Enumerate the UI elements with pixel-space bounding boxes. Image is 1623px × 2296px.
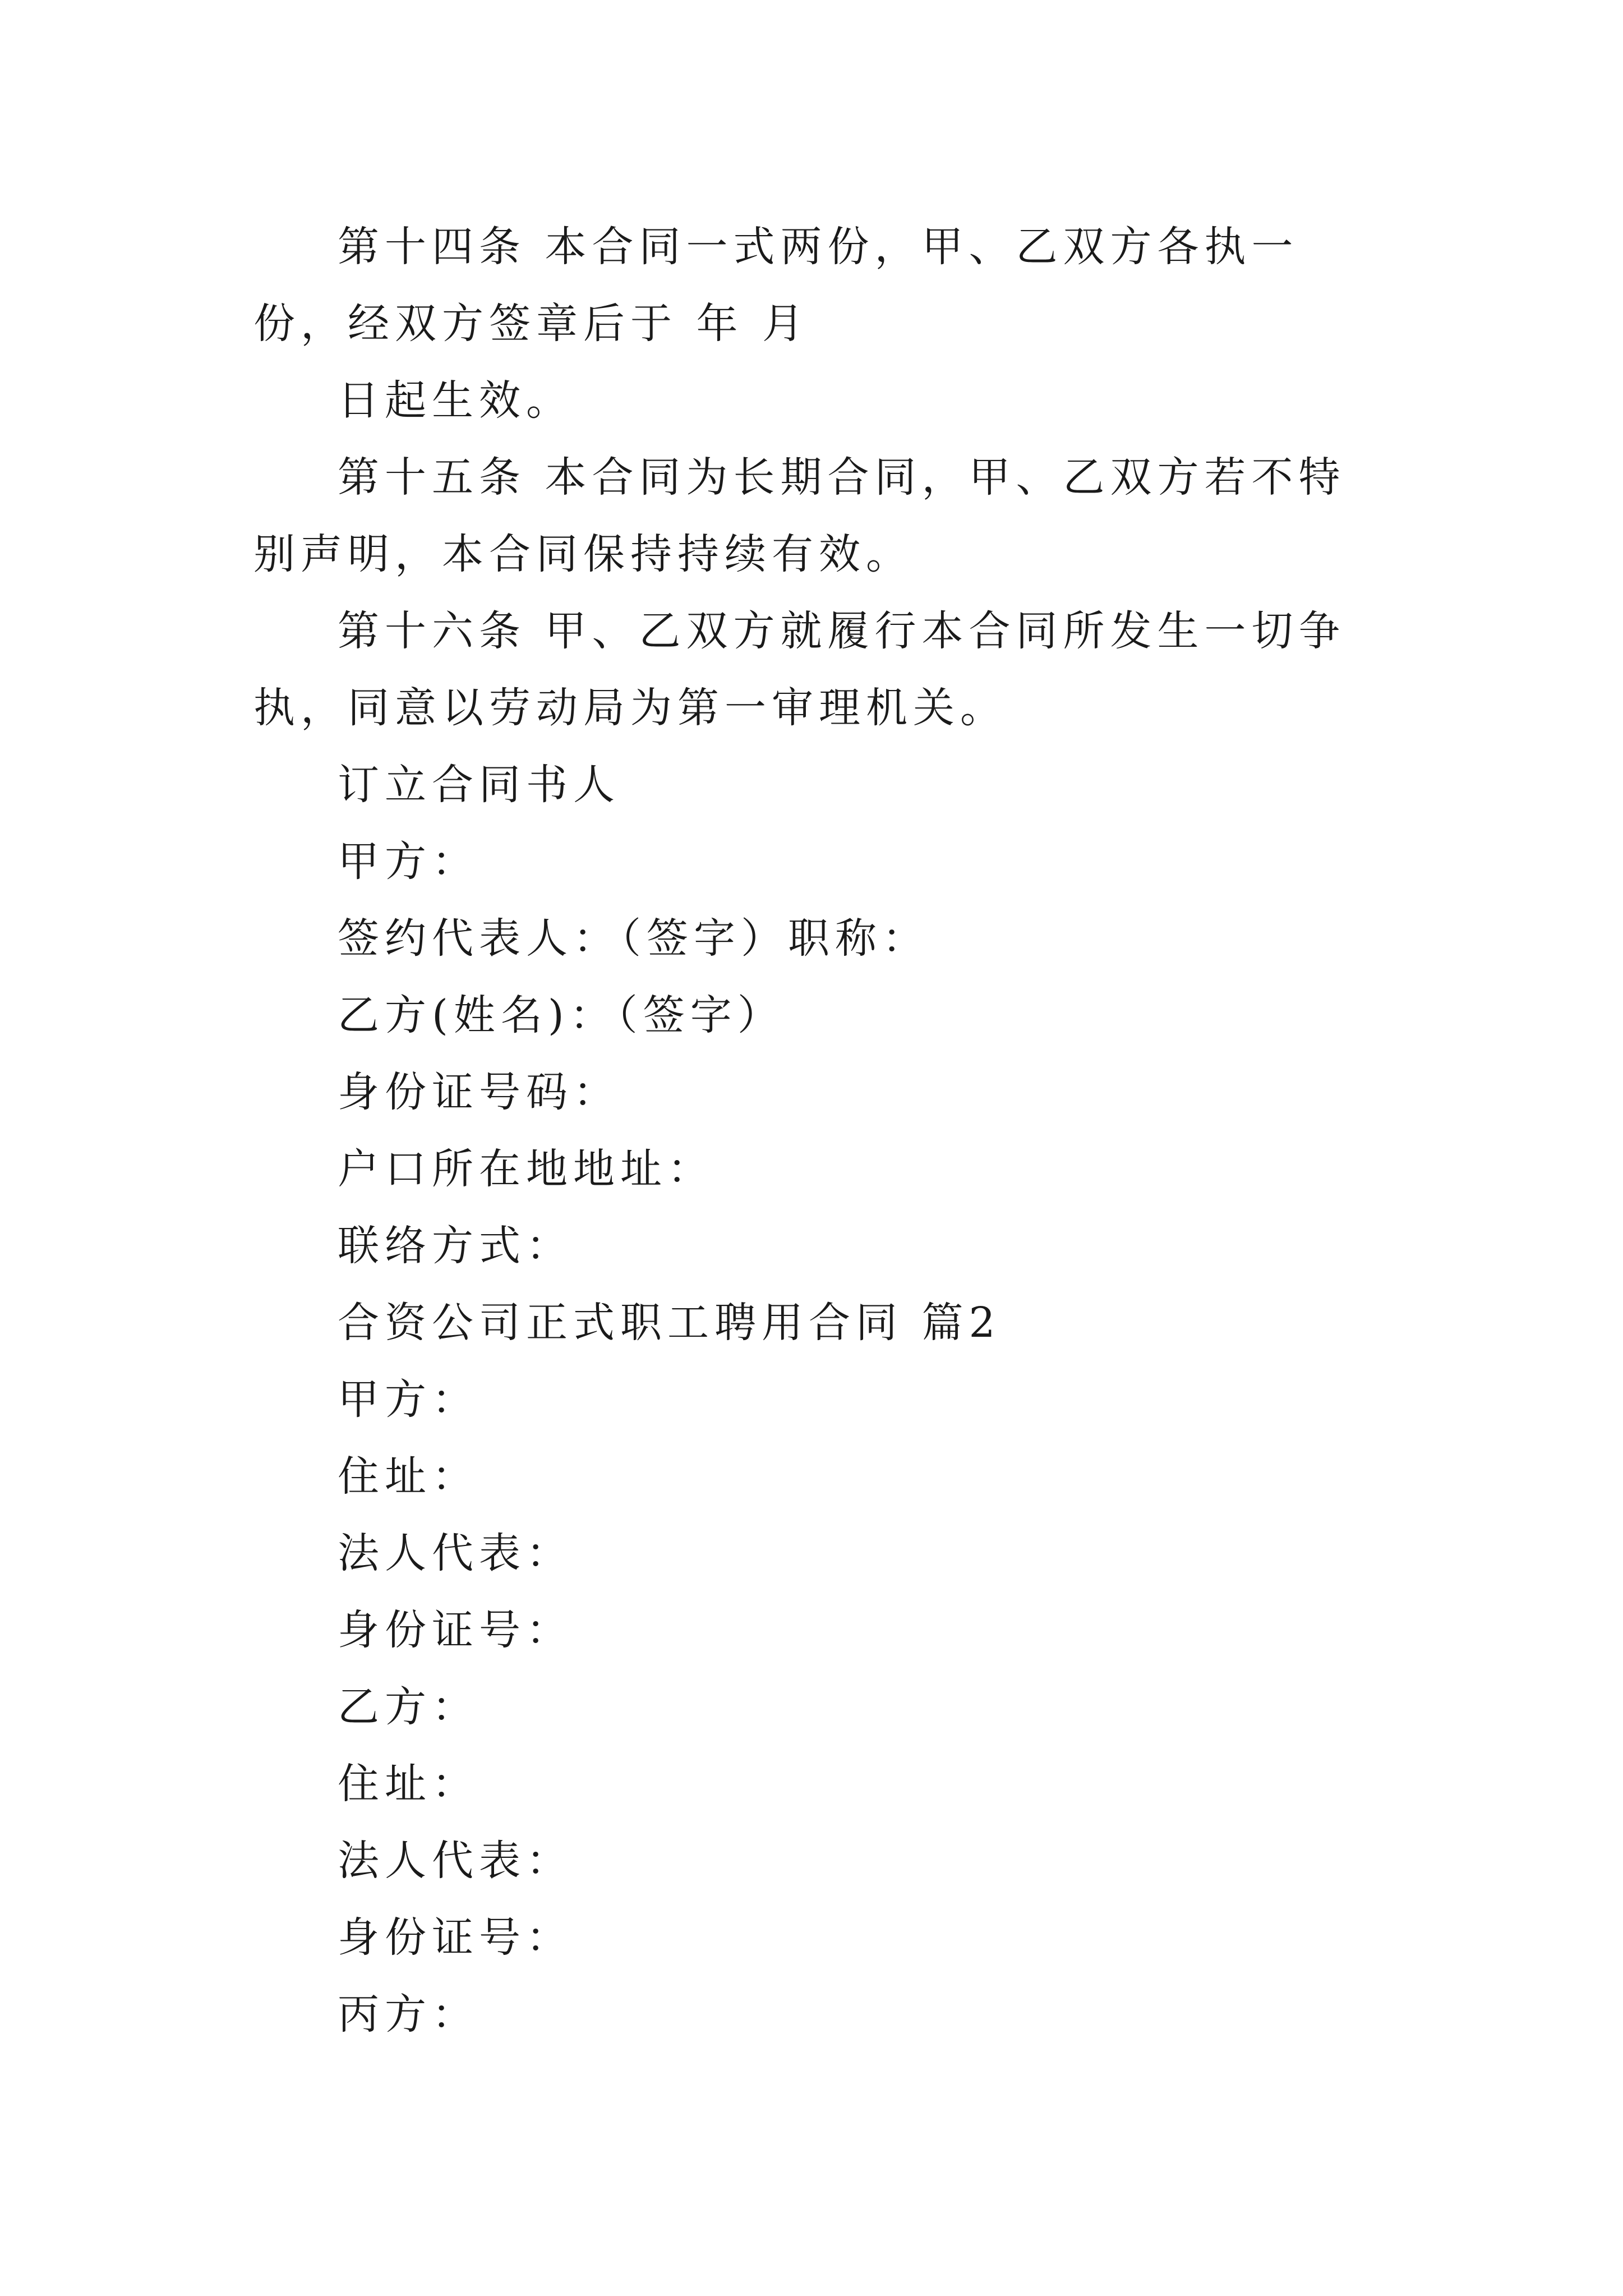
party-b-label: 乙方： <box>338 1683 479 1731</box>
party-a-label: 甲方： <box>338 838 479 886</box>
party-b-name-label: 乙方(姓名)：（签字） <box>338 991 785 1039</box>
party-b-legal-rep-label: 法人代表： <box>338 1837 573 1885</box>
contact-label: 联络方式： <box>338 1222 573 1270</box>
party-a-id-label: 身份证号： <box>338 1606 573 1654</box>
party-b-address-label: 住址： <box>338 1760 479 1808</box>
clause-16: 第十六条 甲、乙双方就履行本合同所发生一切争执，同意以劳动局为第一审理机关。 <box>253 607 1346 732</box>
party-c-label: 丙方： <box>338 1990 479 2039</box>
party-b-id-label: 身份证号： <box>338 1913 573 1962</box>
party-a-address-label: 住址： <box>338 1452 479 1501</box>
registered-address-label: 户口所在地地址： <box>338 1145 714 1193</box>
clause-14: 第十四条 本合同一式两份，甲、乙双方各执一份，经双方签章后于 年 月 <box>253 223 1299 348</box>
party-a-label-2: 甲方： <box>338 1375 479 1424</box>
signatories-heading: 订立合同书人 <box>338 761 620 809</box>
section-title: 合资公司正式职工聘用合同 篇2 <box>338 1299 1001 1347</box>
document-body <box>253 209 1392 2053</box>
clause-14-continuation: 日起生效。 <box>338 376 573 425</box>
clause-15: 第十五条 本合同为长期合同，甲、乙双方若不特别声明，本合同保持持续有效。 <box>253 453 1346 578</box>
signing-representative-label: 签约代表人：（签字）职称： <box>338 914 929 963</box>
party-a-legal-rep-label: 法人代表： <box>338 1529 573 1577</box>
id-number-label: 身份证号码： <box>338 1068 620 1116</box>
